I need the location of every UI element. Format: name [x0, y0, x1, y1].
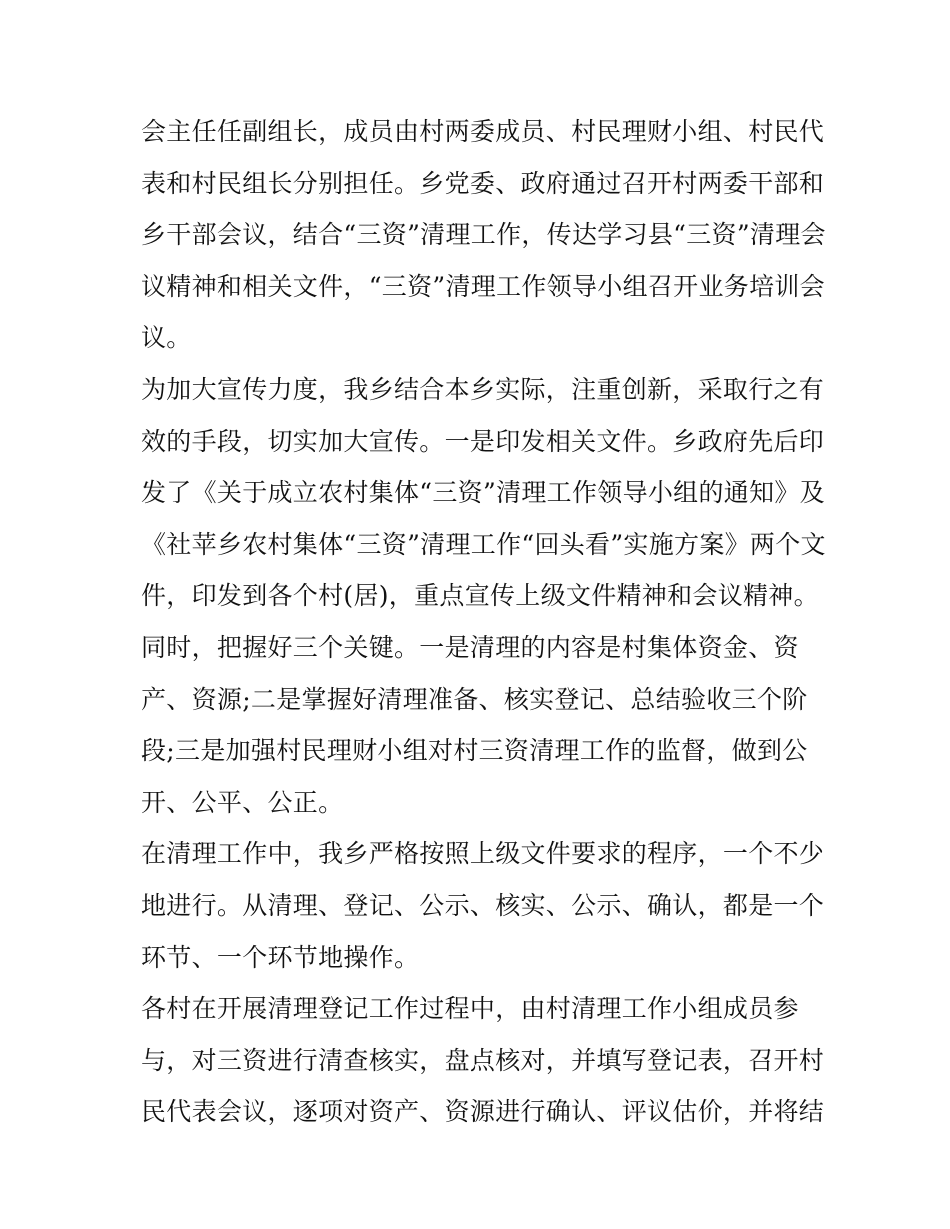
text-line: 在清理工作中，我乡严格按照上级文件要求的程序，一个不少: [141, 839, 825, 869]
text-line: 开、公平、公正。: [141, 787, 344, 817]
text-line: 发了《关于成立农村集体“三资”清理工作领导小组的通知》及: [141, 478, 825, 508]
text-line: 件，印发到各个村(居)，重点宣传上级文件精神和会议精神。: [141, 581, 819, 611]
text-line: 环节、一个环节地操作。: [141, 942, 420, 972]
text-line: 产、资源;二是掌握好清理准备、核实登记、总结验收三个阶: [141, 684, 808, 714]
text-line: 乡干部会议，结合“三资”清理工作，传达学习县“三资”清理会: [141, 220, 826, 250]
body-text: [141, 106, 826, 1138]
text-line: 会主任任副组长，成员由村两委成员、村民理财小组、村民代: [141, 117, 825, 146]
text-line: 与，对三资进行清查核实，盘点核对，并填写登记表，召开村: [141, 1045, 825, 1075]
text-line: 表和村民组长分别担任。乡党委、政府通过召开村两委干部和: [141, 168, 825, 198]
text-line: 效的手段，切实加大宣传。一是印发相关文件。乡政府先后印: [141, 426, 825, 456]
text-line: 民代表会议，逐项对资产、资源进行确认、评议估价，并将结: [141, 1097, 825, 1127]
text-line: 《社苹乡农村集体“三资”清理工作“回头看”实施方案》两个文: [141, 529, 826, 559]
text-line: 地进行。从清理、登记、公示、核实、公示、确认，都是一个: [141, 890, 825, 920]
text-line: 议。: [141, 323, 192, 353]
text-line: 段;三是加强村民理财小组对村三资清理工作的监督，做到公: [141, 736, 808, 766]
text-line: 同时，把握好三个关键。一是清理的内容是村集体资金、资: [141, 632, 799, 662]
text-line: 议精神和相关文件，“三资”清理工作领导小组召开业务培训会: [141, 271, 825, 301]
text-line: 为加大宣传力度，我乡结合本乡实际，注重创新，采取行之有: [141, 374, 825, 404]
text-line: 各村在开展清理登记工作过程中，由村清理工作小组成员参: [141, 994, 799, 1024]
